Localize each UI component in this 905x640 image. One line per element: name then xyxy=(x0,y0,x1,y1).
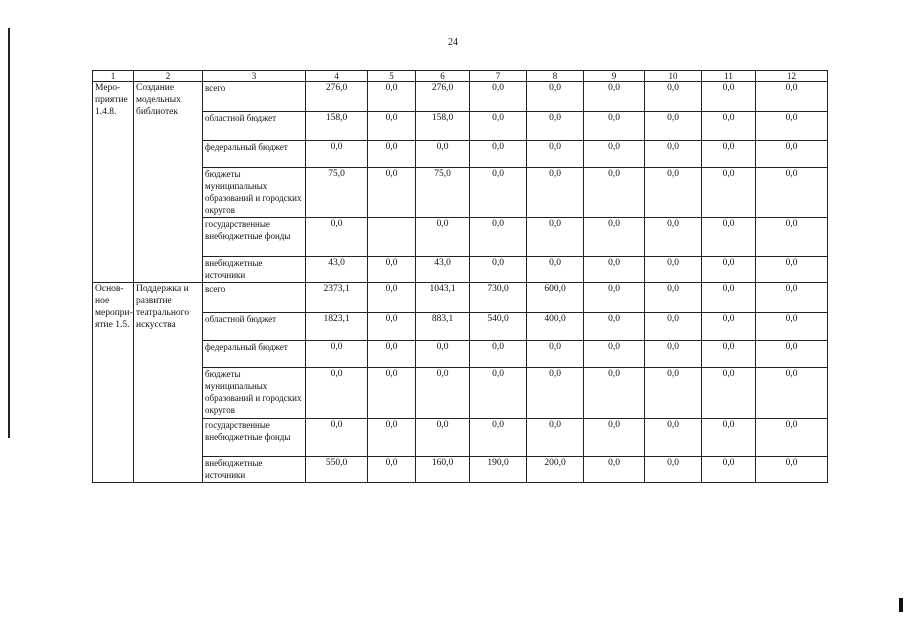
table-row xyxy=(93,368,828,419)
value-cell: 0,0 xyxy=(368,141,416,168)
value-cell: 0,0 xyxy=(470,112,527,141)
value-cell: 0,0 xyxy=(702,341,756,368)
value-cell: 0,0 xyxy=(645,218,702,257)
value-cell: 0,0 xyxy=(702,82,756,112)
table-row xyxy=(93,313,828,341)
funding-source-cell: бюджеты муниципальных образований и городских округов xyxy=(203,368,306,419)
funding-source-cell: всего xyxy=(203,82,306,112)
value-cell: 0,0 xyxy=(645,457,702,483)
scan-edge-mark xyxy=(899,598,903,612)
value-cell: 0,0 xyxy=(527,82,584,112)
value-cell: 0,0 xyxy=(368,341,416,368)
value-cell: 0,0 xyxy=(584,313,645,341)
funding-source-cell: федеральный бюджет xyxy=(203,341,306,368)
value-cell: 0,0 xyxy=(702,457,756,483)
value-cell: 160,0 xyxy=(416,457,470,483)
value-cell: 0,0 xyxy=(368,457,416,483)
column-header: 7 xyxy=(470,71,527,82)
value-cell: 0,0 xyxy=(470,168,527,218)
value-cell: 0,0 xyxy=(470,257,527,283)
table-row xyxy=(93,112,828,141)
value-cell: 0,0 xyxy=(645,368,702,419)
value-cell: 0,0 xyxy=(702,141,756,168)
value-cell: 0,0 xyxy=(756,368,828,419)
value-cell: 540,0 xyxy=(470,313,527,341)
value-cell: 0,0 xyxy=(527,341,584,368)
value-cell: 0,0 xyxy=(584,457,645,483)
value-cell: 0,0 xyxy=(702,313,756,341)
value-cell: 0,0 xyxy=(756,218,828,257)
value-cell: 0,0 xyxy=(584,368,645,419)
value-cell: 0,0 xyxy=(416,141,470,168)
funding-source-cell: государственные внебюджетные фонды xyxy=(203,419,306,457)
value-cell: 0,0 xyxy=(584,168,645,218)
value-cell: 1043,1 xyxy=(416,283,470,313)
funding-source-cell: областной бюджет xyxy=(203,313,306,341)
value-cell: 0,0 xyxy=(756,283,828,313)
value-cell: 0,0 xyxy=(368,313,416,341)
value-cell: 0,0 xyxy=(416,368,470,419)
value-cell: 75,0 xyxy=(306,168,368,218)
value-cell: 0,0 xyxy=(368,419,416,457)
activity-name-cell: Поддержка и развитие театрального искусства xyxy=(134,283,203,483)
table-row xyxy=(93,168,828,218)
column-header: 2 xyxy=(134,71,203,82)
column-header: 8 xyxy=(527,71,584,82)
value-cell: 0,0 xyxy=(416,341,470,368)
value-cell xyxy=(368,218,416,257)
column-header: 10 xyxy=(645,71,702,82)
value-cell: 550,0 xyxy=(306,457,368,483)
value-cell: 43,0 xyxy=(416,257,470,283)
value-cell: 0,0 xyxy=(470,419,527,457)
value-cell: 0,0 xyxy=(368,257,416,283)
value-cell: 0,0 xyxy=(527,141,584,168)
value-cell: 158,0 xyxy=(416,112,470,141)
value-cell: 400,0 xyxy=(527,313,584,341)
value-cell: 0,0 xyxy=(702,419,756,457)
value-cell: 0,0 xyxy=(756,82,828,112)
table-row xyxy=(93,283,828,313)
page-number: 24 xyxy=(448,37,458,48)
value-cell: 43,0 xyxy=(306,257,368,283)
value-cell: 600,0 xyxy=(527,283,584,313)
left-margin-rule xyxy=(8,28,10,438)
value-cell: 200,0 xyxy=(527,457,584,483)
value-cell: 190,0 xyxy=(470,457,527,483)
activity-code-cell: Основ-ное меропри-ятие 1.5. xyxy=(93,283,134,483)
value-cell: 0,0 xyxy=(584,341,645,368)
value-cell: 0,0 xyxy=(470,218,527,257)
value-cell: 0,0 xyxy=(368,168,416,218)
value-cell: 0,0 xyxy=(756,257,828,283)
table-row xyxy=(93,419,828,457)
value-cell: 883,1 xyxy=(416,313,470,341)
value-cell: 158,0 xyxy=(306,112,368,141)
value-cell: 0,0 xyxy=(527,112,584,141)
value-cell: 2373,1 xyxy=(306,283,368,313)
funding-source-cell: областной бюджет xyxy=(203,112,306,141)
value-cell: 0,0 xyxy=(645,112,702,141)
value-cell: 0,0 xyxy=(470,141,527,168)
value-cell: 0,0 xyxy=(470,341,527,368)
value-cell: 0,0 xyxy=(306,218,368,257)
value-cell: 0,0 xyxy=(756,419,828,457)
funding-source-cell: внебюджетные источники xyxy=(203,257,306,283)
column-header: 6 xyxy=(416,71,470,82)
value-cell: 0,0 xyxy=(470,82,527,112)
value-cell: 0,0 xyxy=(645,141,702,168)
value-cell: 0,0 xyxy=(306,419,368,457)
activity-code-cell: Меро-приятие 1.4.8. xyxy=(93,82,134,283)
column-header: 1 xyxy=(93,71,134,82)
value-cell: 0,0 xyxy=(527,218,584,257)
value-cell: 0,0 xyxy=(527,257,584,283)
value-cell: 0,0 xyxy=(584,283,645,313)
column-header: 5 xyxy=(368,71,416,82)
value-cell: 0,0 xyxy=(756,168,828,218)
value-cell: 0,0 xyxy=(306,341,368,368)
value-cell: 0,0 xyxy=(584,218,645,257)
value-cell: 276,0 xyxy=(306,82,368,112)
funding-source-cell: всего xyxy=(203,283,306,313)
table-row xyxy=(93,257,828,283)
value-cell: 0,0 xyxy=(756,457,828,483)
value-cell: 0,0 xyxy=(368,112,416,141)
value-cell: 0,0 xyxy=(584,141,645,168)
value-cell: 0,0 xyxy=(527,368,584,419)
value-cell: 0,0 xyxy=(306,141,368,168)
value-cell: 0,0 xyxy=(645,283,702,313)
activity-name-cell: Создание модельных библиотек xyxy=(134,82,203,283)
value-cell: 0,0 xyxy=(645,341,702,368)
value-cell: 0,0 xyxy=(416,218,470,257)
table-row xyxy=(93,141,828,168)
value-cell: 0,0 xyxy=(584,112,645,141)
value-cell: 0,0 xyxy=(756,141,828,168)
value-cell: 0,0 xyxy=(645,82,702,112)
value-cell: 276,0 xyxy=(416,82,470,112)
column-header: 12 xyxy=(756,71,828,82)
value-cell: 0,0 xyxy=(470,368,527,419)
funding-source-cell: внебюджетные источники xyxy=(203,457,306,483)
funding-source-cell: федеральный бюджет xyxy=(203,141,306,168)
value-cell: 0,0 xyxy=(584,82,645,112)
value-cell: 0,0 xyxy=(416,419,470,457)
value-cell: 0,0 xyxy=(584,257,645,283)
value-cell: 0,0 xyxy=(645,313,702,341)
column-header: 11 xyxy=(702,71,756,82)
value-cell: 0,0 xyxy=(702,112,756,141)
value-cell: 0,0 xyxy=(702,257,756,283)
table-row xyxy=(93,457,828,483)
value-cell: 0,0 xyxy=(645,419,702,457)
column-header: 4 xyxy=(306,71,368,82)
value-cell: 0,0 xyxy=(368,368,416,419)
value-cell: 0,0 xyxy=(645,168,702,218)
value-cell: 0,0 xyxy=(527,168,584,218)
funding-source-cell: бюджеты муниципальных образований и городских округов xyxy=(203,168,306,218)
value-cell: 0,0 xyxy=(702,283,756,313)
value-cell: 0,0 xyxy=(756,112,828,141)
column-header: 3 xyxy=(203,71,306,82)
column-header: 9 xyxy=(584,71,645,82)
header-row xyxy=(93,71,828,82)
value-cell: 0,0 xyxy=(368,82,416,112)
value-cell: 0,0 xyxy=(584,419,645,457)
table-row xyxy=(93,341,828,368)
value-cell: 0,0 xyxy=(702,368,756,419)
value-cell: 1823,1 xyxy=(306,313,368,341)
funding-source-cell: государственные внебюджетные фонды xyxy=(203,218,306,257)
value-cell: 730,0 xyxy=(470,283,527,313)
budget-table xyxy=(92,70,828,483)
value-cell: 0,0 xyxy=(527,419,584,457)
table-row xyxy=(93,218,828,257)
value-cell: 0,0 xyxy=(702,218,756,257)
value-cell: 75,0 xyxy=(416,168,470,218)
value-cell: 0,0 xyxy=(368,283,416,313)
value-cell: 0,0 xyxy=(645,257,702,283)
value-cell: 0,0 xyxy=(306,368,368,419)
value-cell: 0,0 xyxy=(756,341,828,368)
value-cell: 0,0 xyxy=(702,168,756,218)
table-row xyxy=(93,82,828,112)
value-cell: 0,0 xyxy=(756,313,828,341)
